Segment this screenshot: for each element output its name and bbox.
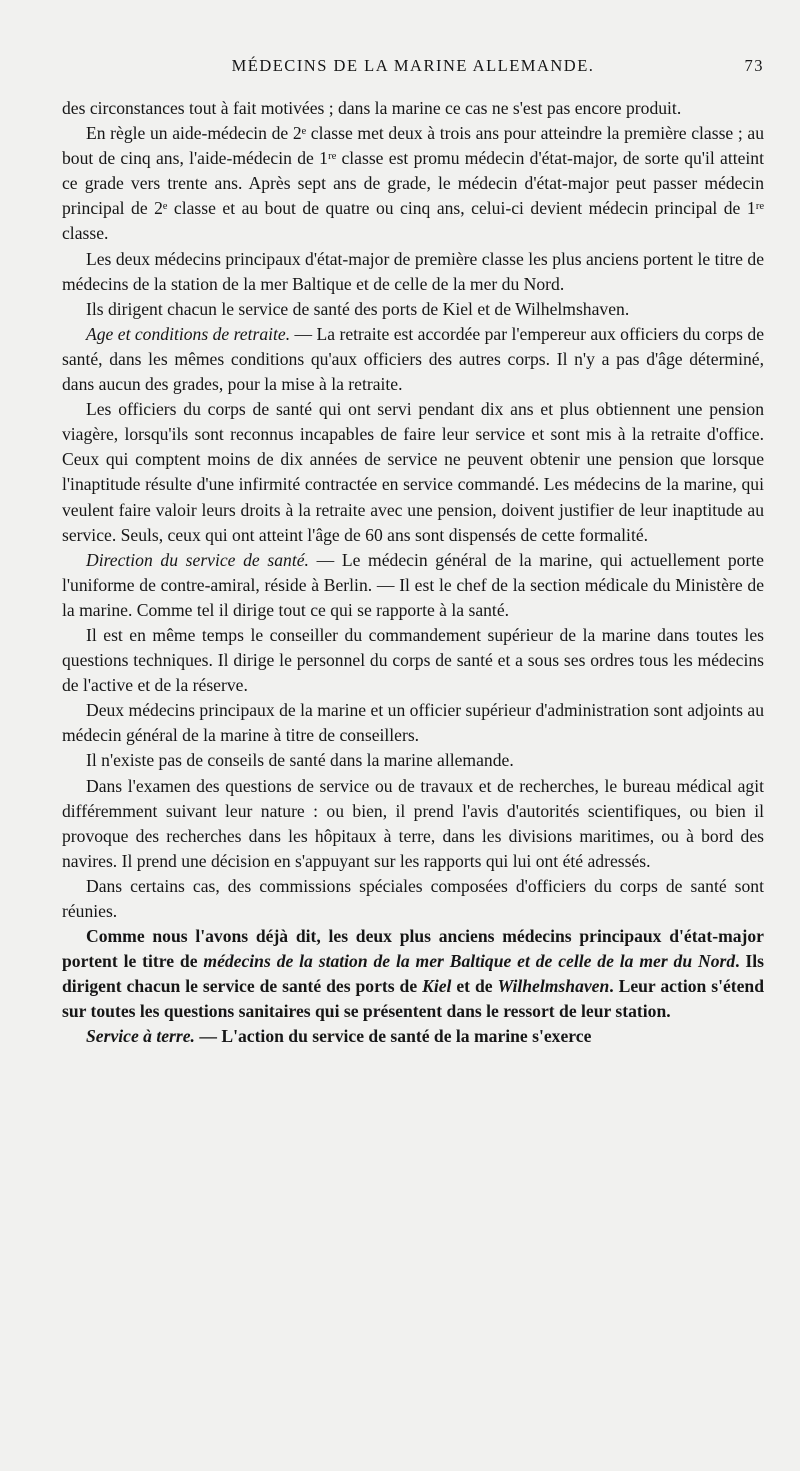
paragraph-2: En règle un aide-médecin de 2ᵉ classe met deux à trois ans pour atteindre la première classe ; au bout de cinq ans, l'aide-médecin de 1ʳᵉ classe est promu médecin d'état-major, de sorte qu'il atteint ce grade vers trente ans. Après sept ans de grade, le médecin d'état-major peut passer médecin principal de 2ᵉ classe et au bout de quatre ou cinq ans, celui-ci devient médecin principal de 1ʳᵉ classe. [62, 123, 764, 244]
running-header [62, 56, 764, 84]
paragraph-10: Il n'existe pas de conseils de santé dans la marine allemande. [86, 750, 514, 771]
paragraph-text: — L'action du service de santé de la marine s'exerce [194, 1026, 592, 1047]
paragraph-4: Ils dirigent chacun le service de santé des ports de Kiel et de Wilhelmshaven. [86, 298, 630, 319]
paragraph-8: Il est en même temps le conseiller du commandement supérieur de la marine dans toutes les questions techniques. Il dirige le personnel du corps de santé et a sous ses ordres tous les médecins de l'active et de la réserve. [62, 624, 764, 696]
paragraph-text: et de [451, 976, 498, 997]
paragraph-13 [62, 924, 764, 1024]
section-heading: Direction du service de santé. [86, 549, 309, 570]
running-title: MÉDECINS DE LA MARINE ALLEMANDE. [231, 56, 595, 75]
section-heading: Service à terre. [86, 1026, 195, 1047]
paragraph-7 [62, 548, 764, 623]
paragraph-1: des circonstances tout à fait motivées ; dans la marine ce cas ne s'est pas encore produit. [62, 98, 682, 118]
paragraph-text: — La retraite est accordée par l'empereur aux officiers du corps de santé, dans les mêmes conditions qu'aux officiers des autres corps. Il n'y a pas d'âge déterminé, dans aucun des grades, pour la mise à la retraite. [62, 323, 764, 395]
paragraph-text: . Ils dirigent chacun le service de santé des ports de [62, 951, 764, 997]
paragraph-3: Les deux médecins principaux d'état-major de première classe les plus anciens portent le titre de médecins de la station de la mer Baltique et de celle de la mer du Nord. [62, 248, 764, 294]
page-number: 73 [744, 56, 764, 75]
port-name-wilhelmshaven: Wilhelmshaven [497, 976, 610, 997]
paragraph-6: Les officiers du corps de santé qui ont servi pendant dix ans et plus obtiennent une pension viagère, lorsqu'ils sont reconnus incapables de faire leur service et sont mis à la retraite d'office. Ceux qui comptent moins de dix années de service ne peuvent obtenir une pension que lorsque l'inaptitude résulte d'une infirmité contractée en service commandé. Les médecins de la marine, qui veulent faire valoir leurs droits à la retraite avec une pension, doivent justifier de leur inaptitude au service. Seuls, ceux qui ont atteint l'âge de 60 ans sont dispensés de cette formalité. [62, 399, 764, 545]
paragraph-14 [62, 1024, 764, 1049]
paragraph-text: — Le médecin général de la marine, qui actuellement porte l'uniforme de contre-amiral, réside à Berlin. — Il est le chef de la section médicale du Ministère de la marine. Comme tel il dirige tout ce qui se rapporte à la santé. [62, 549, 764, 620]
section-heading: Age et conditions de retraite. [86, 323, 291, 344]
station-title: médecins de la station de la mer Baltique et de celle de la mer du Nord [203, 951, 736, 972]
paragraph-9: Deux médecins principaux de la marine et un officier supérieur d'administration sont adjoints au médecin général de la marine à titre de conseillers. [62, 700, 764, 746]
paragraph-text: . Leur action s'étend sur toutes les questions sanitaires qui se présentent dans le ressort de leur station. [62, 976, 765, 1022]
paragraph-11: Dans l'examen des questions de service ou de travaux et de recherches, le bureau médical agit différemment suivant leur nature : ou bien, il prend l'avis d'autorités scientifiques, ou bien il provoque des recherches dans les hôpitaux à terre, dans les divisions maritimes, ou à bord des navires. Il prend une décision en s'appuyant sur les rapports qui lui ont été adressés. [62, 775, 764, 871]
body-text [62, 96, 764, 1050]
paragraph-text: Comme nous l'avons déjà dit, les deux plus anciens médecins principaux d'état-major portent le titre de [62, 926, 764, 972]
paragraph-12: Dans certains cas, des commissions spéciales composées d'officiers du corps de santé sont réunies. [62, 875, 764, 921]
paragraph-5 [62, 322, 764, 397]
port-name-kiel: Kiel [422, 976, 452, 997]
